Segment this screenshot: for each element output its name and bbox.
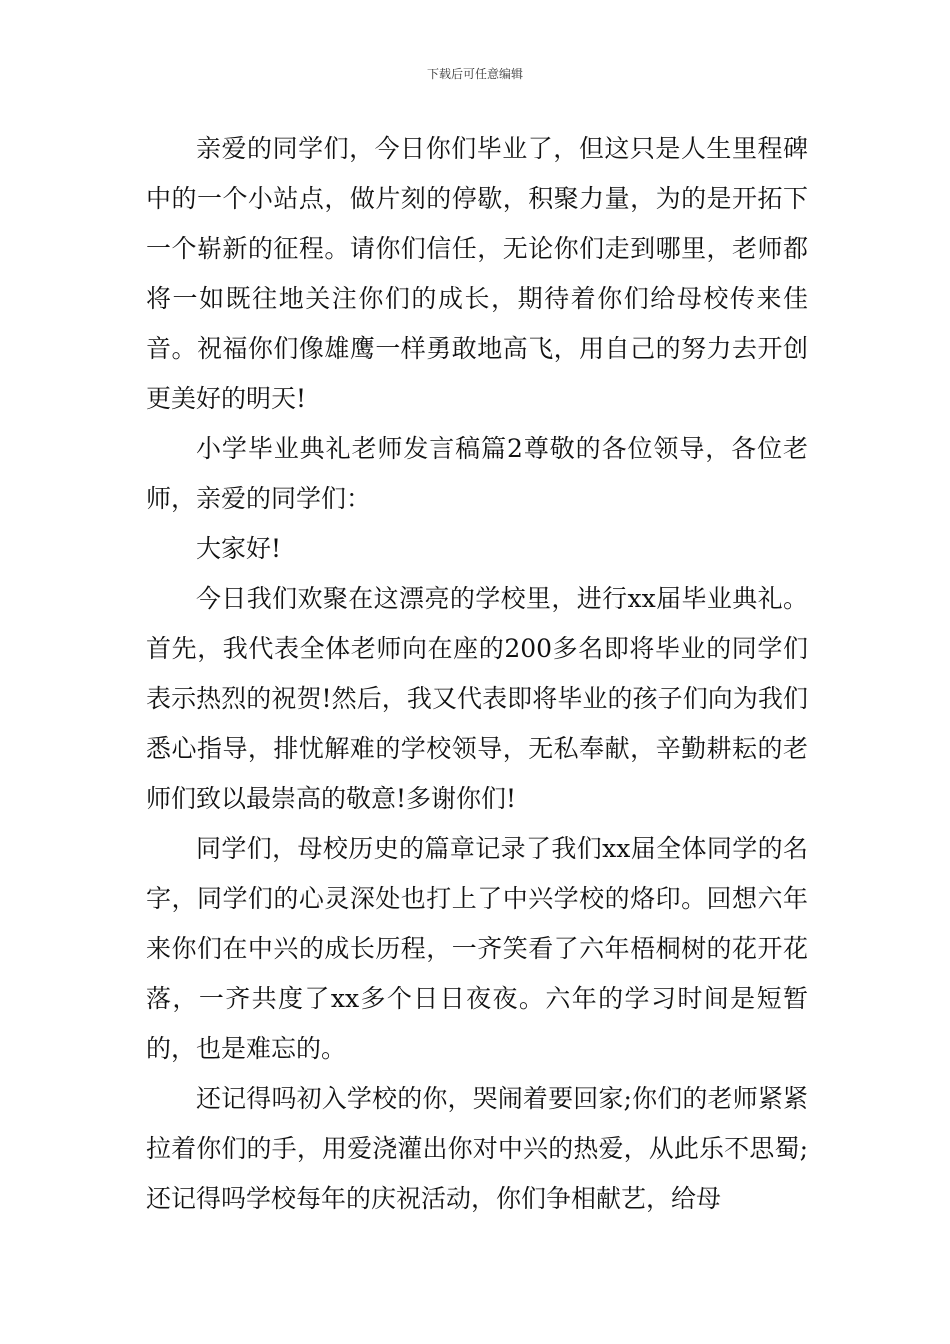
paragraph-4: 今日我们欢聚在这漂亮的学校里，进行xx届毕业典礼。首先，我代表全体老师向在座的200多名即将毕业的同学们表示热烈的祝贺!然后，我又代表即将毕业的孩子们向为我们悉心指导，排忧解难的学校领导，无私奉献，辛勤耕耘的老师们致以最崇高的敬意!多谢你们!	[146, 584, 808, 813]
paragraph-5: 同学们，母校历史的篇章记录了我们xx届全体同学的名字，同学们的心灵深处也打上了中兴学校的烙印。回想六年来你们在中兴的成长历程，一齐笑看了六年梧桐树的花开花落，一齐共度了xx多个日日夜夜。六年的学习时间是短暂的，也是难忘的。	[146, 834, 808, 1063]
header-note: 下载后可任意编辑	[426, 67, 523, 81]
document-body	[146, 124, 808, 1224]
paragraph-1: 亲爱的同学们，今日你们毕业了，但这只是人生里程碑中的一个小站点，做片刻的停歇，积聚力量，为的是开拓下一个崭新的征程。请你们信任，无论你们走到哪里，老师都将一如既往地关注你们的成长，期待着你们给母校传来佳音。祝福你们像雄鹰一样勇敢地高飞，用自己的努力去开创更美好的明天!	[146, 134, 808, 413]
paragraph-2: 小学毕业典礼老师发言稿篇2尊敬的各位领导，各位老师，亲爱的同学们：	[146, 434, 808, 513]
paragraph-6: 还记得吗初入学校的你，哭闹着要回家;你们的老师紧紧拉着你们的手，用爱浇灌出你对中兴的热爱，从此乐不思蜀;还记得吗学校每年的庆祝活动，你们争相献艺，给母	[146, 1084, 808, 1213]
paragraph-3: 大家好!	[196, 534, 282, 563]
